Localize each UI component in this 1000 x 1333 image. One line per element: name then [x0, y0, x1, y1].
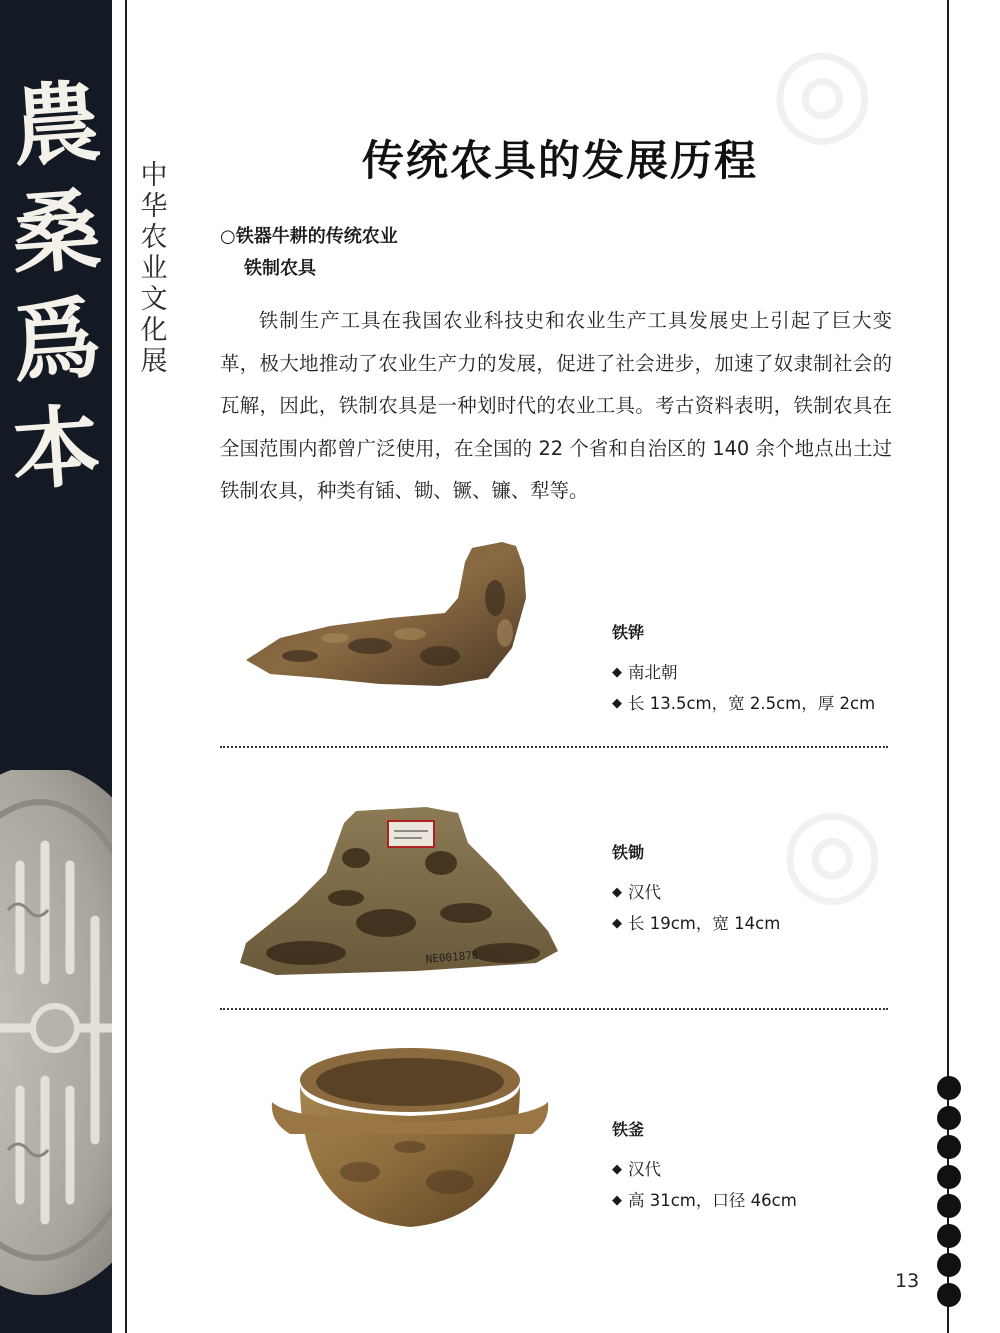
iron-cauldron-photo [270, 1042, 550, 1236]
artifact-detail [612, 1154, 797, 1185]
binding-dot [937, 1106, 961, 1130]
artifact-detail [612, 877, 780, 908]
subtitle-char: 华 [140, 191, 168, 222]
artifact-period: 汉代 [628, 883, 661, 902]
calligraphy-title [0, 70, 112, 502]
section-heading [220, 222, 398, 248]
dotted-divider [220, 746, 888, 748]
artifact-caption [612, 620, 875, 719]
diamond-bullet-icon: ◆ [612, 665, 622, 680]
page-number: 13 [895, 1270, 920, 1292]
artifact-dimensions: 高 31cm，口径 46cm [628, 1191, 797, 1210]
diamond-bullet-icon: ◆ [612, 1193, 622, 1208]
calligraphy-char: 桑 [8, 177, 104, 287]
artifact-caption [612, 840, 780, 939]
artifact-name: 铁铧 [612, 623, 645, 642]
diamond-bullet-icon: ◆ [612, 885, 622, 900]
vertical-subtitle [134, 160, 174, 377]
artifact-dimensions: 长 19cm，宽 14cm [628, 914, 781, 933]
iron-hoe-photo [236, 803, 566, 982]
section-heading-text: 铁器牛耕的传统农业 [235, 226, 398, 247]
circle-bullet-icon: ○ [220, 226, 236, 247]
diamond-bullet-icon: ◆ [612, 916, 622, 931]
page-title: 传统农具的发展历程 [361, 136, 758, 185]
binding-dot [937, 1194, 961, 1218]
subtitle-char: 农 [140, 222, 168, 253]
artifact-dimensions: 长 13.5cm，宽 2.5cm，厚 2cm [628, 694, 876, 713]
subtitle-char: 化 [140, 315, 168, 346]
calligraphy-char: 爲 [8, 285, 104, 395]
subtitle-char: 文 [140, 284, 168, 315]
calligraphy-char: 農 [8, 69, 104, 179]
artifact-name: 铁釜 [612, 1120, 645, 1139]
diamond-bullet-icon: ◆ [612, 696, 622, 711]
binding-dot [937, 1253, 961, 1277]
artifact-detail [612, 688, 875, 719]
background-watermark: ◎ [770, 20, 875, 159]
subtitle-char: 中 [140, 160, 168, 191]
artifact-name: 铁锄 [612, 843, 645, 862]
subtitle-char: 业 [140, 253, 168, 284]
artifact-detail [612, 908, 780, 939]
binding-dot [937, 1135, 961, 1159]
binding-dot [937, 1165, 961, 1189]
binding-dots [936, 1076, 962, 1312]
subtitle-char: 展 [140, 346, 168, 377]
sub-heading: 铁制农具 [244, 258, 316, 279]
iron-ploughshare-photo [240, 538, 540, 702]
specimen-tag: NE001878 [425, 948, 480, 966]
diamond-bullet-icon: ◆ [612, 1162, 622, 1177]
binding-dot [937, 1076, 961, 1100]
stone-seal-image [0, 770, 112, 1330]
artifact-caption [612, 1117, 797, 1216]
binding-dot [937, 1224, 961, 1248]
calligraphy-char: 本 [8, 393, 104, 503]
left-sidebar-band [0, 0, 112, 1333]
page-border-left [125, 0, 127, 1333]
artifact-period: 汉代 [628, 1160, 661, 1179]
background-watermark: ◎ [780, 780, 885, 919]
binding-dot [937, 1283, 961, 1307]
artifact-detail [612, 657, 875, 688]
artifact-detail [612, 1185, 797, 1216]
dotted-divider [220, 1008, 888, 1010]
body-paragraph: 铁制生产工具在我国农业科技史和农业生产工具发展史上引起了巨大变革，极大地推动了农业生产力的发展，促进了社会进步，加速了奴隶制社会的瓦解，因此，铁制农具是一种划时代的农业工具。考古资料表明，铁制农具在全国范围内都曾广泛使用，在全国的 22 个省和自治区的 140 余个地点出土过铁制农具，种类有锸、锄、镢、镰、犁等。 [220, 309, 892, 502]
artifact-period: 南北朝 [628, 663, 678, 682]
